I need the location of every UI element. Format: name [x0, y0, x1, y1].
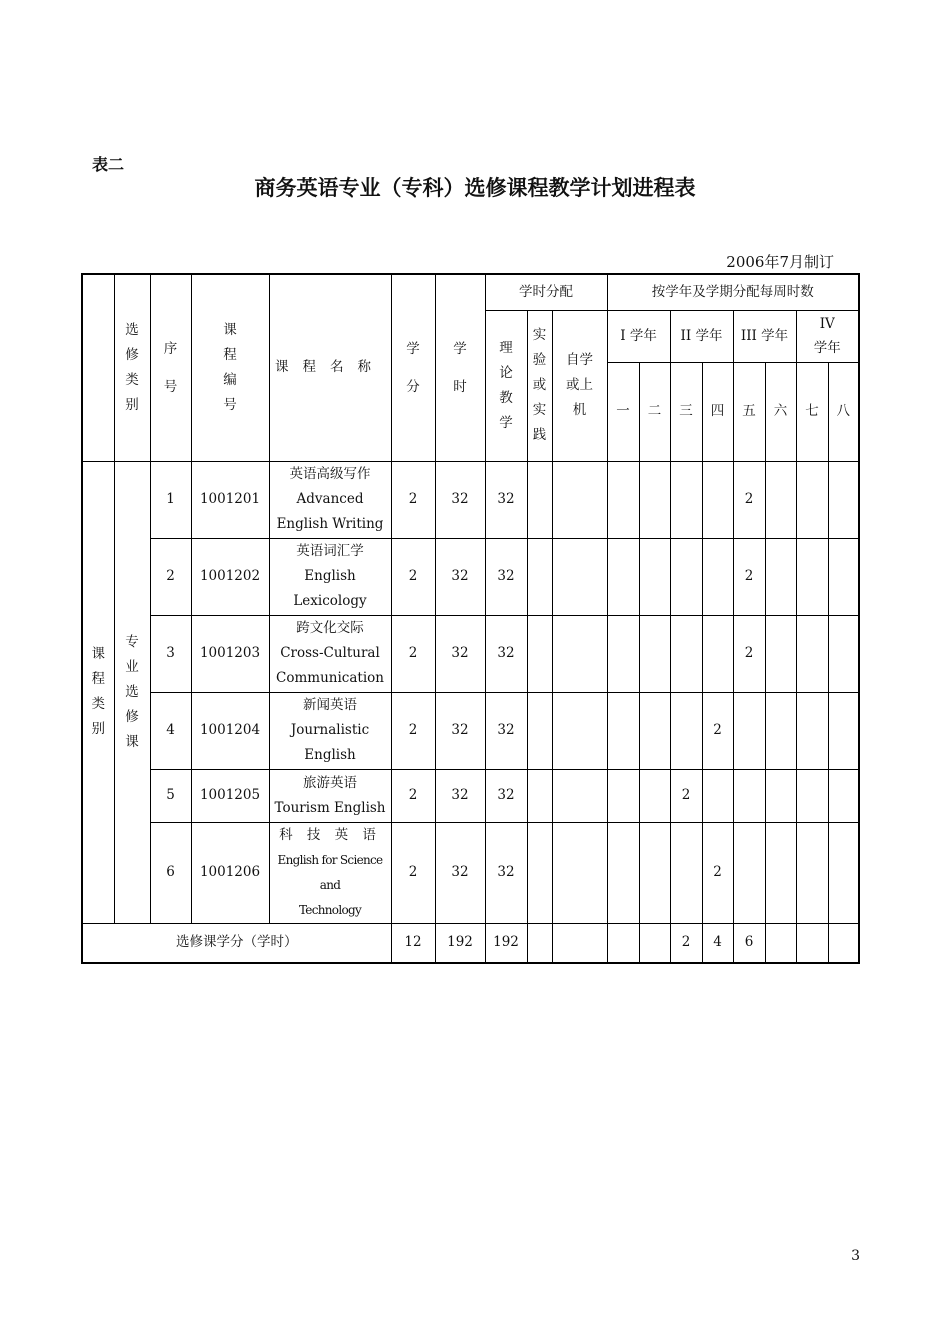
row-term — [639, 615, 670, 692]
row-term — [733, 769, 765, 822]
row-term — [607, 538, 639, 615]
date-note: 2006年7月制订 — [726, 253, 834, 271]
row-term — [702, 615, 733, 692]
row-course-name — [269, 461, 391, 538]
row-term — [765, 769, 796, 822]
row-term — [765, 692, 796, 769]
header-cell-hours — [435, 274, 485, 461]
total-term: 6 — [733, 923, 765, 963]
course-name-en: Journalistic — [290, 722, 370, 738]
row-seq: 2 — [150, 538, 191, 615]
row-term — [639, 769, 670, 822]
row-seq: 5 — [150, 769, 191, 822]
row-self-study — [552, 692, 607, 769]
table-row — [82, 822, 859, 923]
row-term — [702, 769, 733, 822]
row-theory: 32 — [485, 538, 527, 615]
header-cell-credit — [391, 274, 435, 461]
header-term-4: 四 — [702, 362, 733, 461]
total-term — [765, 923, 796, 963]
total-theory: 192 — [485, 923, 527, 963]
header-cell-seq — [150, 274, 191, 461]
row-term — [670, 538, 702, 615]
total-term: 4 — [702, 923, 733, 963]
row-seq: 6 — [150, 822, 191, 923]
row-term — [828, 538, 859, 615]
row-hours: 32 — [435, 822, 485, 923]
header-hours: 学时 — [453, 340, 467, 395]
row-term — [828, 615, 859, 692]
row-term — [828, 461, 859, 538]
row-term — [828, 692, 859, 769]
course-name-en: Communication — [276, 670, 384, 686]
row-term — [670, 461, 702, 538]
header-row-1 — [82, 274, 859, 310]
header-cell-code — [191, 274, 269, 461]
table-row — [82, 461, 859, 538]
course-name-cn: 英语高级写作 — [289, 466, 371, 482]
header-seq: 序号 — [163, 340, 178, 395]
header-year-3: III 学年 — [733, 310, 796, 362]
header-elective-type: 选修类别 — [125, 321, 139, 413]
total-term: 2 — [670, 923, 702, 963]
course-name-en: Cross-Cultural — [280, 645, 380, 661]
header-year-1: I 学年 — [607, 310, 670, 362]
row-credit: 2 — [391, 461, 435, 538]
course-name-cn: 英语词汇学 — [296, 543, 364, 559]
document-title: 商务英语专业（专科）选修课程教学计划进程表 — [254, 176, 696, 200]
course-name-en: English — [304, 568, 356, 584]
row-course-name — [269, 822, 391, 923]
course-name-en: Advanced — [296, 491, 364, 507]
row-practice — [527, 538, 552, 615]
row-theory: 32 — [485, 822, 527, 923]
row-code: 1001202 — [191, 538, 269, 615]
header-cell-theory — [485, 310, 527, 461]
course-category-label: 课程类别 — [91, 646, 105, 737]
course-name-cn: 科 技 英 语 — [279, 826, 381, 843]
row-practice — [527, 822, 552, 923]
row-code: 1001205 — [191, 769, 269, 822]
row-self-study — [552, 461, 607, 538]
row-code: 1001203 — [191, 615, 269, 692]
row-hours: 32 — [435, 769, 485, 822]
row-term — [670, 692, 702, 769]
total-self-study — [552, 923, 607, 963]
total-term — [639, 923, 670, 963]
row-credit: 2 — [391, 692, 435, 769]
row-term: 2 — [702, 822, 733, 923]
table-row — [82, 692, 859, 769]
header-term-1: 一 — [607, 362, 639, 461]
row-self-study — [552, 615, 607, 692]
row-term — [639, 538, 670, 615]
row-term — [607, 822, 639, 923]
page-number: 3 — [851, 1248, 860, 1264]
row-term — [765, 615, 796, 692]
row-term: 2 — [733, 461, 765, 538]
row-code: 1001201 — [191, 461, 269, 538]
row-credit: 2 — [391, 822, 435, 923]
header-credit: 学分 — [406, 340, 420, 395]
course-name-cn: 新闻英语 — [303, 697, 357, 713]
header-name: 课程名称 — [275, 359, 385, 376]
course-name-cn: 旅游英语 — [303, 774, 357, 791]
row-term — [765, 822, 796, 923]
row-course-name — [269, 615, 391, 692]
row-self-study — [552, 538, 607, 615]
row-hours: 32 — [435, 615, 485, 692]
row-course-name — [269, 692, 391, 769]
header-theory: 理论教学 — [499, 339, 513, 431]
total-practice — [527, 923, 552, 963]
course-name-en: English Writing — [276, 516, 384, 532]
header-practice: 实验或实践 — [532, 327, 547, 443]
row-code: 1001206 — [191, 822, 269, 923]
total-term — [607, 923, 639, 963]
row-theory: 32 — [485, 769, 527, 822]
header-year-4 — [796, 310, 859, 362]
row-term — [639, 461, 670, 538]
header-term-3: 三 — [670, 362, 702, 461]
row-term — [607, 769, 639, 822]
row-practice — [527, 692, 552, 769]
header-term-7: 七 — [796, 362, 828, 461]
row-term — [670, 615, 702, 692]
row-term — [796, 822, 828, 923]
row-term: 2 — [670, 769, 702, 822]
row-theory: 32 — [485, 692, 527, 769]
course-name-en: Technology — [298, 902, 362, 917]
total-term — [796, 923, 828, 963]
course-name-en: Lexicology — [293, 593, 367, 609]
row-term: 2 — [733, 538, 765, 615]
table-row — [82, 769, 859, 822]
table-label: 表二 — [92, 155, 125, 174]
header-term-2: 二 — [639, 362, 670, 461]
total-label: 选修课学分（学时） — [82, 923, 391, 963]
header-hours-distribution: 学时分配 — [485, 274, 607, 310]
total-credit: 12 — [391, 923, 435, 963]
table-row — [82, 538, 859, 615]
row-term — [607, 461, 639, 538]
elective-category-label: 专业选修课 — [125, 633, 139, 750]
header-term-8: 八 — [828, 362, 859, 461]
header-cell-elective-type — [114, 274, 150, 461]
course-plan-table — [81, 273, 860, 964]
row-practice — [527, 769, 552, 822]
header-cell-name — [269, 274, 391, 461]
row-term — [796, 538, 828, 615]
row-hours: 32 — [435, 461, 485, 538]
row-theory: 32 — [485, 461, 527, 538]
header-term-5: 五 — [733, 362, 765, 461]
row-term: 2 — [733, 615, 765, 692]
row-practice — [527, 461, 552, 538]
row-term — [639, 822, 670, 923]
course-category-cell — [82, 461, 114, 923]
row-credit: 2 — [391, 769, 435, 822]
row-term — [828, 822, 859, 923]
course-name-en: English for Science and — [277, 852, 383, 892]
row-term — [702, 461, 733, 538]
row-practice — [527, 615, 552, 692]
header-cell-self-study — [552, 310, 607, 461]
row-self-study — [552, 822, 607, 923]
row-term — [607, 615, 639, 692]
total-hours: 192 — [435, 923, 485, 963]
row-self-study — [552, 769, 607, 822]
header-code: 课程编号 — [223, 321, 237, 413]
row-code: 1001204 — [191, 692, 269, 769]
row-seq: 4 — [150, 692, 191, 769]
elective-category-cell — [114, 461, 150, 923]
header-term-6: 六 — [765, 362, 796, 461]
course-name-cn: 跨文化交际 — [296, 620, 364, 636]
row-seq: 1 — [150, 461, 191, 538]
header-cell-course-category-top — [82, 274, 114, 461]
row-course-name — [269, 769, 391, 822]
row-term — [796, 769, 828, 822]
row-term — [733, 822, 765, 923]
course-name-en: Tourism English — [274, 799, 386, 816]
row-term — [828, 769, 859, 822]
row-term — [733, 692, 765, 769]
header-cell-practice — [527, 310, 552, 461]
row-term — [796, 692, 828, 769]
table-row — [82, 615, 859, 692]
row-term: 2 — [702, 692, 733, 769]
row-term — [670, 822, 702, 923]
row-credit: 2 — [391, 615, 435, 692]
total-term — [828, 923, 859, 963]
header-year-2: II 学年 — [670, 310, 733, 362]
row-term — [702, 538, 733, 615]
header-weekly-hours: 按学年及学期分配每周时数 — [607, 274, 859, 310]
row-theory: 32 — [485, 615, 527, 692]
header-self-study: 自学或上机 — [566, 352, 593, 418]
row-term — [607, 692, 639, 769]
row-term — [765, 461, 796, 538]
row-hours: 32 — [435, 692, 485, 769]
total-row — [82, 923, 859, 963]
course-name-en: English — [304, 747, 356, 763]
row-term — [639, 692, 670, 769]
row-seq: 3 — [150, 615, 191, 692]
row-term — [765, 538, 796, 615]
row-course-name — [269, 538, 391, 615]
row-credit: 2 — [391, 538, 435, 615]
row-term — [796, 615, 828, 692]
row-hours: 32 — [435, 538, 485, 615]
row-term — [796, 461, 828, 538]
header-year-4-label: IV 学年 — [813, 315, 841, 356]
